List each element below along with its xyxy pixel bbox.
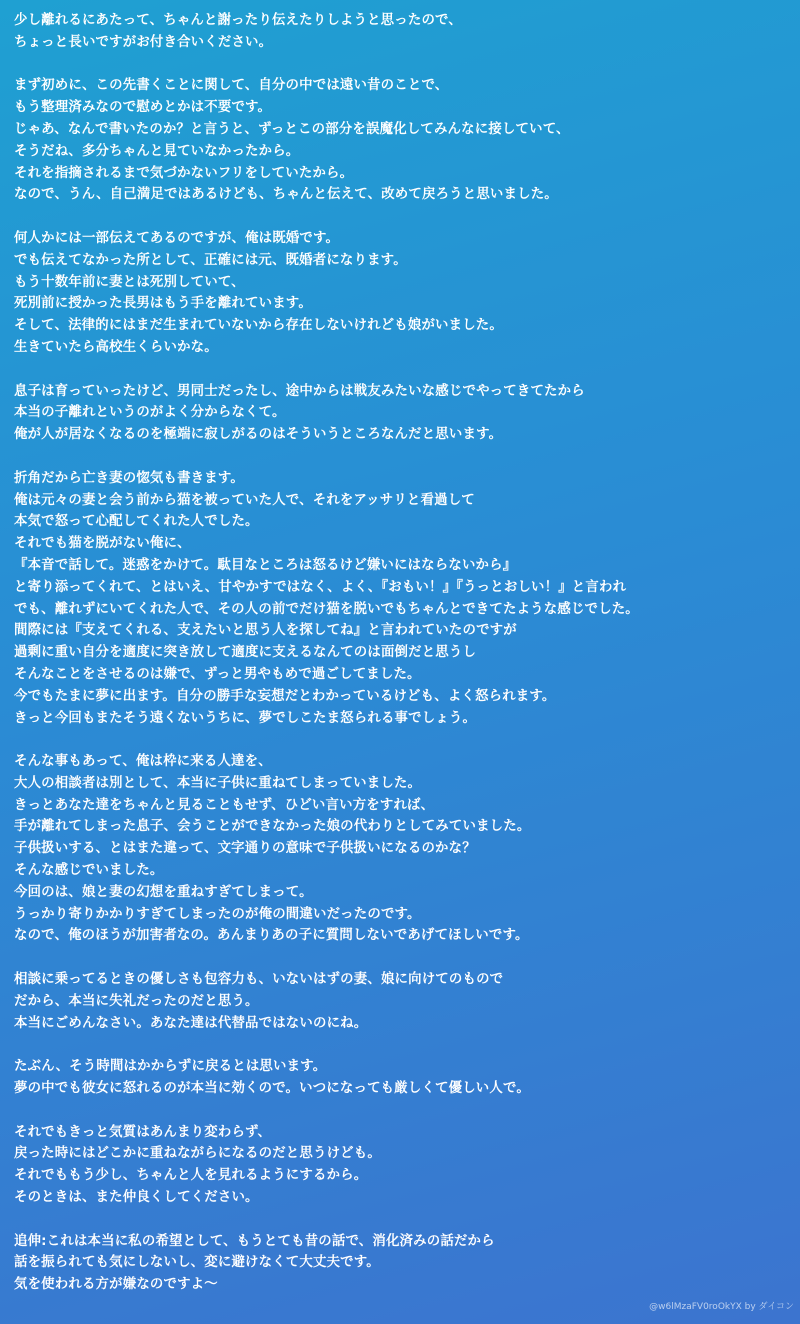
text-line: 生きていたら高校生くらいかな。 (14, 339, 218, 355)
text-line: そんなことをさせるのは嫌で、ずっと男やもめで過ごしてました。 (14, 666, 421, 682)
text-line: 子供扱いする、とはまた違って、文字通りの意味で子供扱いになるのかな？ (14, 841, 476, 857)
paragraph (14, 969, 794, 1034)
text-line: 本当にごめんなさい。あなた達は代替品ではないのにね。 (14, 1015, 368, 1031)
text-line: 相談に乗ってるときの優しさも包容力も、いないはずの妻、娘に向けてのもので (14, 972, 504, 988)
letter-body (14, 10, 794, 1318)
text-line: でも伝えてなかった所として、正確には元、既婚者になります。 (14, 252, 407, 268)
paragraph (14, 1231, 794, 1296)
text-line: そのときは、また仲良くしてください。 (14, 1190, 259, 1206)
text-line: そして、法律的にはまだ生まれていないから存在しないけれども娘がいました。 (14, 318, 503, 334)
text-line: うっかり寄りかかりすぎてしまったのが俺の間違いだったのです。 (14, 906, 421, 922)
text-line: きっとあなた達をちゃんと見ることもせず、ひどい言い方をすれば、 (14, 797, 435, 813)
text-line: そんな感じでいました。 (14, 863, 164, 879)
text-line: 今でもたまに夢に出ます。自分の勝手な妄想だとわかっているけども、よく怒られます。 (14, 688, 556, 704)
text-line: 本気で怒って心配してくれた人でした。 (14, 514, 259, 530)
text-line: 過剰に重い自分を適度に突き放して適度に支えるなんてのは面倒だと思うし (14, 645, 477, 661)
text-line: だから、本当に失礼だったのだと思う。 (14, 993, 259, 1009)
text-line: 追伸:これは本当に私の希望として、もうとても昔の話で、消化済みの話だから (14, 1233, 495, 1249)
text-line: 『本音で話して。迷惑をかけて。駄目なところは怒るけど嫌いにはならないから』 (14, 557, 517, 573)
text-line: 俺が人が居なくなるのを極端に寂しがるのはそういうところなんだと思います。 (14, 427, 503, 443)
text-line: もう十数年前に妻とは死別していて、 (14, 274, 245, 290)
text-line: なので、うん、自己満足ではあるけども、ちゃんと伝えて、改めて戻ろうと思いました。 (14, 187, 558, 203)
text-line: 話を振られても気にしないし、変に避けなくて大丈夫です。 (14, 1255, 380, 1271)
text-line: じゃあ、なんで書いたのか？と言うと、ずっとこの部分を誤魔化してみんなに接していて、 (14, 121, 570, 137)
text-line: なので、俺のほうが加害者なの。あんまりあの子に質問しないであげてほしいです。 (14, 928, 529, 944)
text-line: 手が離れてしまった息子、会うことができなかった娘の代わりとしてみていました。 (14, 819, 531, 835)
text-line: もう整理済みなので慰めとかは不要です。 (14, 100, 272, 116)
text-line: 夢の中でも彼女に怒れるのが本当に効くので。いつになっても厳しくて優しい人で。 (14, 1081, 530, 1097)
paragraph (14, 228, 794, 359)
credit-watermark: @w6lMzaFV0roOkYX by ダイコン (649, 1302, 794, 1312)
paragraph (14, 751, 794, 947)
paragraph (14, 1122, 794, 1209)
text-line: 少し離れるにあたって、ちゃんと謝ったり伝えたりしようと思ったので、 (14, 13, 462, 28)
paragraph (14, 75, 794, 206)
text-line: 間際には『支えてくれる、支えたいと思う人を探してね』と言われていたのですが (14, 623, 517, 639)
text-line: そうだね、多分ちゃんと見ていなかったから。 (14, 143, 300, 159)
text-line: 何人かには一部伝えてあるのですが、俺は既婚です。 (14, 230, 340, 246)
text-line: それでも猫を脱がない俺に、 (14, 536, 191, 552)
paragraph (14, 468, 794, 730)
text-line: たぶん、そう時間はかからずに戻るとは思います。 (14, 1059, 327, 1075)
text-line: 今回のは、娘と妻の幻想を重ねすぎてしまって。 (14, 884, 313, 900)
paragraph (14, 381, 794, 446)
paragraph (14, 10, 794, 54)
text-line: それでもきっと気質はあんまり変わらず、 (14, 1124, 272, 1140)
text-line: 気を使われる方が嫌なのですよ〜 (14, 1277, 218, 1293)
text-line: それでももう少し、ちゃんと人を見れるようにするから。 (14, 1168, 368, 1184)
text-line: ちょっと長いですがお付き合いください。 (14, 34, 273, 50)
text-line: 息子は育っていったけど、男同士だったし、途中からは戦友みたいな感じでやってきてたから (14, 383, 585, 399)
text-line: きっと今回もまたそう遠くないうちに、夢でしこたま怒られる事でしょう。 (14, 710, 477, 726)
text-line: 大人の相談者は別として、本当に子供に重ねてしまっていました。 (14, 775, 422, 791)
text-line: それを指摘されるまで気づかないフリをしていたから。 (14, 165, 354, 181)
text-line: と寄り添ってくれて、とはいえ、甘やかすではなく、よく、『おもい！』『うっとおしい！』と言われ (14, 579, 627, 595)
text-line: でも、離れずにいてくれた人で、その人の前でだけ猫を脱いでもちゃんとできてたような感じでした。 (14, 601, 639, 617)
text-line: 死別前に授かった長男はもう手を離れています。 (14, 296, 312, 312)
paragraph (14, 1056, 794, 1100)
text-line: 本当の子離れというのがよく分からなくて。 (14, 405, 286, 421)
text-line: まず初めに、この先書くことに関して、自分の中では遠い昔のことで、 (14, 78, 449, 94)
text-line: そんな事もあって、俺は枠に来る人達を、 (14, 754, 272, 770)
text-line: 俺は元々の妻と会う前から猫を被っていた人で、それをアッサリと看過して (14, 492, 475, 508)
text-line: 折角だから亡き妻の惚気も書きます。 (14, 470, 244, 486)
text-line: 戻った時にはどこかに重ねながらになるのだと思うけども。 (14, 1146, 381, 1162)
